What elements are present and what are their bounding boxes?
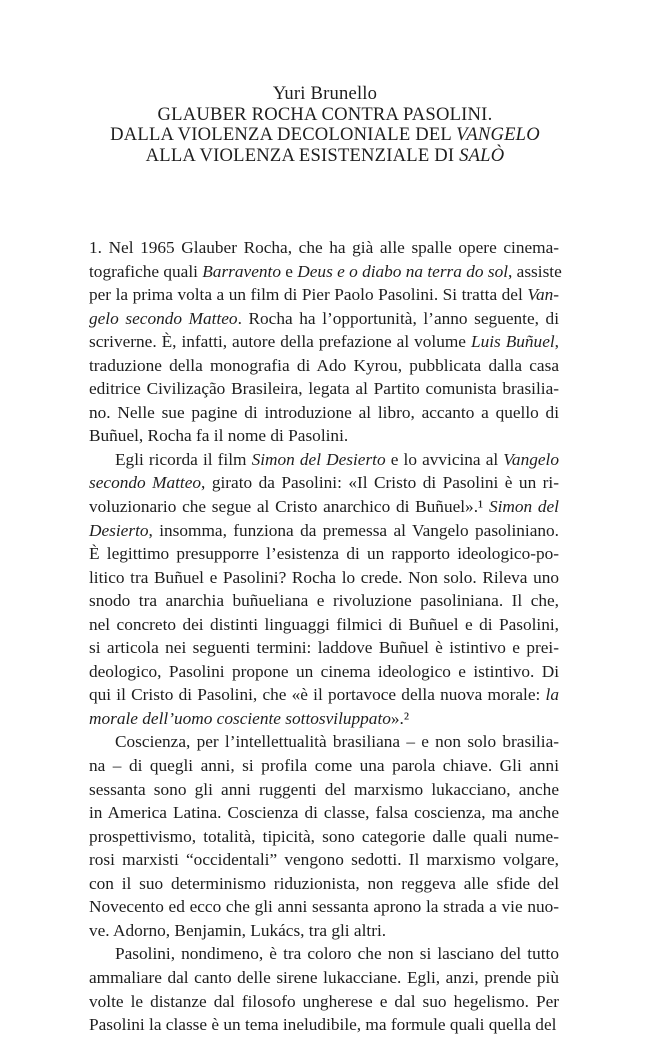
- paragraph: [89, 730, 559, 942]
- text-run: litico tra Buñuel e Pasolini? Rocha lo crede. Non solo. Rileva uno: [89, 567, 559, 587]
- italic-text: Simon del Desierto: [251, 449, 386, 469]
- text-line: [89, 424, 559, 448]
- text-line: [89, 401, 559, 425]
- text-line: [89, 636, 559, 660]
- text-run: È legittimo presupporre l’esistenza di un rapporto ideologico-po-: [89, 544, 559, 564]
- text-line: [89, 1013, 559, 1037]
- text-line: [89, 330, 559, 354]
- text-run: si articola nei seguenti termini: laddove Buñuel è istintivo e prei-: [89, 638, 559, 658]
- paragraph: [89, 942, 559, 1036]
- text-run: qui il Cristo di Pasolini, che «è il portavoce della nuova morale:: [89, 685, 546, 705]
- text-run: ve. Adorno, Benjamin, Lukács, tra gli altri.: [89, 920, 387, 940]
- text-run: per la prima volta a un film di Pier Paolo Pasolini. Si tratta del: [89, 285, 528, 305]
- chapter-title-line-3: [0, 146, 650, 167]
- text-line: [89, 848, 559, 872]
- text-run: rosi marxisti “occidentali” vengono sedotti. Il marxismo volgare,: [89, 850, 559, 870]
- text-run: ammaliare dal canto delle sirene lukacciane. Egli, anzi, prende più: [89, 967, 559, 987]
- title-line-3-text: ALLA VIOLENZA ESISTENZIALE DI: [145, 144, 460, 166]
- paragraph: [89, 448, 559, 731]
- text-run: nel concreto dei distinti linguaggi filmici di Buñuel e di Pasolini,: [89, 614, 559, 634]
- text-line: [89, 895, 559, 919]
- text-line: [89, 589, 559, 613]
- text-line: [89, 283, 559, 307]
- text-run: e: [280, 261, 298, 281]
- text-run: editrice Civilização Brasileira, legata al Partito comunista brasilia-: [89, 379, 559, 399]
- text-line: [89, 495, 559, 519]
- text-line: [89, 307, 559, 331]
- text-run: Pasolini, nondimeno, è tra coloro che non si lasciano del tutto: [115, 944, 559, 964]
- italic-text: Luis Buñuel: [470, 332, 555, 352]
- italic-text: gelo secondo Matteo: [89, 308, 238, 328]
- italic-text: Simon del: [488, 497, 559, 517]
- text-run: snodo tra anarchia buñueliana e rivoluzione pasoliniana. Il che,: [89, 591, 559, 611]
- text-run: Novecento ed ecco che gli anni sessanta aprono la strada a vie nuo-: [89, 897, 559, 917]
- italic-text: la: [545, 685, 559, 705]
- text-line: [89, 825, 559, 849]
- text-run: deologico, Pasolini propone un cinema ideologico e istintivo. Di: [89, 661, 559, 681]
- text-line: [89, 730, 559, 754]
- chapter-title-line-1: GLAUBER ROCHA CONTRA PASOLINI.: [157, 103, 493, 125]
- text-line: [89, 942, 559, 966]
- text-run: tografiche quali: [89, 261, 203, 281]
- text-run: sessanta sono gli anni ruggenti del marxismo lukacciano, anche: [89, 779, 559, 799]
- text-run: , assiste: [508, 261, 562, 281]
- text-run: Coscienza, per l’intellettualità brasiliana – e non solo brasilia-: [115, 732, 559, 752]
- text-line: [89, 260, 562, 284]
- text-run: 1. Nel 1965 Glauber Rocha, che ha già alle spalle opere cinema-: [89, 238, 559, 257]
- text-run: volte le distanze dal filosofo ungherese e dal suo hegelismo. Per: [89, 991, 559, 1011]
- author-name: Yuri Brunello: [272, 83, 378, 104]
- italic-text: Barravento: [202, 261, 281, 281]
- text-run: voluzionario che segue al Cristo anarchico di Buñuel».¹: [89, 497, 489, 517]
- text-line: [89, 872, 559, 896]
- title-line-2-italic: VANGELO: [456, 124, 540, 145]
- text-line: [89, 377, 559, 401]
- text-line: [89, 519, 559, 543]
- chapter-title-line-2: [0, 125, 650, 146]
- text-line: [89, 566, 559, 590]
- text-run: prospettivismo, totalità, tipicità, sono categorie dalle quali nume-: [89, 826, 559, 846]
- text-line: [89, 683, 559, 707]
- italic-text: morale dell’uomo cosciente sottosviluppato: [89, 708, 391, 728]
- text-run: no. Nelle sue pagine di introduzione al libro, accanto a quello di: [89, 402, 559, 422]
- italic-text: Vangelo: [503, 449, 559, 469]
- text-line: [89, 236, 559, 260]
- text-run: na – di quegli anni, si profila come una parola chiave. Gli anni: [89, 756, 559, 776]
- text-run: con il suo determinismo riduzionista, non reggeva alle sfide del: [89, 873, 559, 893]
- text-line: [89, 542, 559, 566]
- text-line: [89, 354, 559, 378]
- text-run: , insomma, funziona da premessa al Vangelo pasoliniano.: [148, 520, 559, 540]
- text-line: [89, 471, 559, 495]
- paragraph: [89, 236, 562, 448]
- italic-text: Deus e o diabo na terra do sol: [297, 261, 509, 281]
- text-run: ».²: [390, 708, 410, 728]
- text-line: [89, 613, 559, 637]
- text-line: [89, 660, 559, 684]
- italic-text: Van-: [527, 285, 559, 305]
- text-run: e lo avvicina al: [385, 449, 504, 469]
- text-run: traduzione della monografia di Ado Kyrou, pubblicata dalla casa: [89, 355, 559, 375]
- text-line: [89, 990, 559, 1014]
- text-line: [89, 707, 559, 731]
- text-line: [89, 448, 559, 472]
- text-run: in America Latina. Coscienza di classe, falsa coscienza, ma anche: [89, 803, 559, 823]
- title-line-3-italic: SALÒ: [459, 144, 505, 166]
- text-line: [89, 754, 559, 778]
- text-run: , girato da Pasolini: «Il Cristo di Pasolini è un ri-: [201, 473, 559, 493]
- italic-text: secondo Matteo: [89, 473, 202, 493]
- text-line: [89, 966, 559, 990]
- title-line-2-text: DALLA VIOLENZA DECOLONIALE DEL: [110, 124, 457, 145]
- text-line: [89, 919, 559, 943]
- text-run: . Rocha ha l’opportunità, l’anno seguente, di: [237, 308, 559, 328]
- italic-text: Desierto: [89, 520, 149, 540]
- text-run: Pasolini la classe è un tema ineludibile, ma formule quali quella del: [89, 1015, 557, 1035]
- text-run: scriverne. È, infatti, autore della prefazione al volume: [89, 332, 471, 352]
- text-run: Buñuel, Rocha fa il nome di Pasolini.: [89, 426, 349, 446]
- text-run: Egli ricorda il film: [115, 449, 252, 469]
- text-line: [89, 801, 559, 825]
- text-run: ,: [554, 332, 559, 352]
- body-text: [89, 236, 562, 1037]
- text-line: [89, 778, 559, 802]
